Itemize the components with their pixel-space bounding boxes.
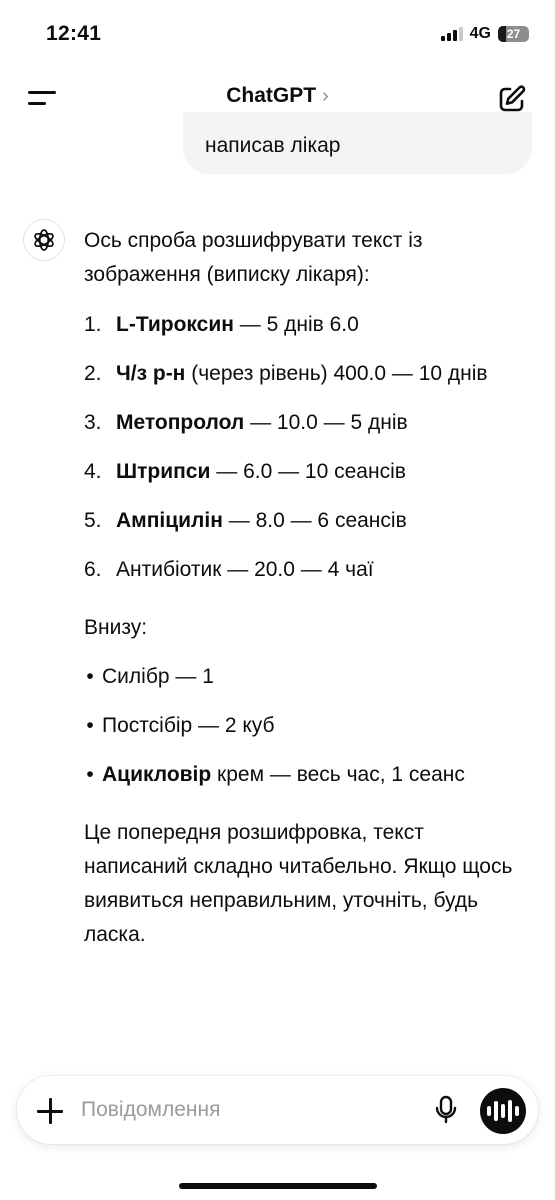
numbered-list <box>84 308 524 587</box>
drug-details: — 8.0 — 6 сеансів <box>222 509 407 532</box>
openai-logo-icon <box>23 219 65 261</box>
voice-mode-icon[interactable] <box>480 1088 526 1134</box>
drug-name: Ч/з р-н <box>116 362 186 385</box>
list-number: 2. <box>84 362 102 385</box>
item-text: Силібр — 1 <box>102 665 214 688</box>
user-message-text: написав лікар <box>205 134 341 157</box>
list-item <box>84 553 524 587</box>
assistant-message <box>84 224 524 952</box>
list-item <box>78 758 524 792</box>
list-number: 4. <box>84 460 102 483</box>
list-item <box>84 504 524 538</box>
home-indicator[interactable] <box>179 1183 377 1189</box>
app-title: ChatGPT <box>226 84 317 107</box>
network-type: 4G <box>469 25 491 42</box>
plus-icon[interactable] <box>37 1098 63 1124</box>
status-indicators <box>441 25 527 43</box>
message-input[interactable] <box>81 1094 421 1126</box>
item-text: Постсібір — 2 куб <box>102 714 275 737</box>
section-label: Внизу: <box>84 616 148 639</box>
user-message-bubble <box>183 112 532 174</box>
model-selector[interactable] <box>0 84 555 108</box>
bullet-icon: • <box>86 763 94 786</box>
bullet-list <box>84 660 524 792</box>
list-item <box>78 709 524 743</box>
drug-details: (через рівень) 400.0 — 10 днів <box>185 362 488 385</box>
battery-level <box>498 26 506 42</box>
drug-details: Антибіотик — 20.0 — 4 чаї <box>116 558 374 581</box>
list-number: 3. <box>84 411 102 434</box>
message-composer <box>17 1076 538 1144</box>
status-time: 12:41 <box>46 22 102 45</box>
list-item <box>84 308 524 342</box>
drug-name: L-Тироксин <box>116 313 234 336</box>
chevron-right-icon: › <box>322 85 329 107</box>
list-item <box>84 406 524 440</box>
drug-name: Метопролол <box>116 411 245 434</box>
bullet-icon: • <box>86 714 94 737</box>
list-item <box>84 455 524 489</box>
reply-intro: Ось спроба розшифрувати текст із зображення (виписку лікаря): <box>84 229 423 286</box>
status-bar <box>0 0 555 70</box>
list-item <box>84 357 524 391</box>
drug-details: — 5 днів 6.0 <box>233 313 359 336</box>
list-number: 1. <box>84 313 102 336</box>
drug-name: Ампіцилін <box>116 509 223 532</box>
item-bold: Ацикловір <box>102 763 212 786</box>
drug-details: — 6.0 — 10 сеансів <box>210 460 406 483</box>
battery-icon <box>498 26 527 42</box>
reply-outro: Це попередня розшифровка, текст написаний складно читабельно. Якщо щось виявиться неправильним, уточніть, будь ласка. <box>84 821 513 946</box>
drug-name: Штрипси <box>116 460 211 483</box>
compose-icon[interactable] <box>497 84 527 114</box>
microphone-icon[interactable] <box>434 1095 458 1125</box>
battery-percent: 27 <box>506 27 521 41</box>
list-number: 5. <box>84 509 102 532</box>
item-text: крем — весь час, 1 сеанс <box>211 763 465 786</box>
list-item <box>78 660 524 694</box>
drug-details: — 10.0 — 5 днів <box>244 411 408 434</box>
signal-icon <box>441 27 463 41</box>
bullet-icon: • <box>86 665 94 688</box>
list-number: 6. <box>84 558 102 581</box>
